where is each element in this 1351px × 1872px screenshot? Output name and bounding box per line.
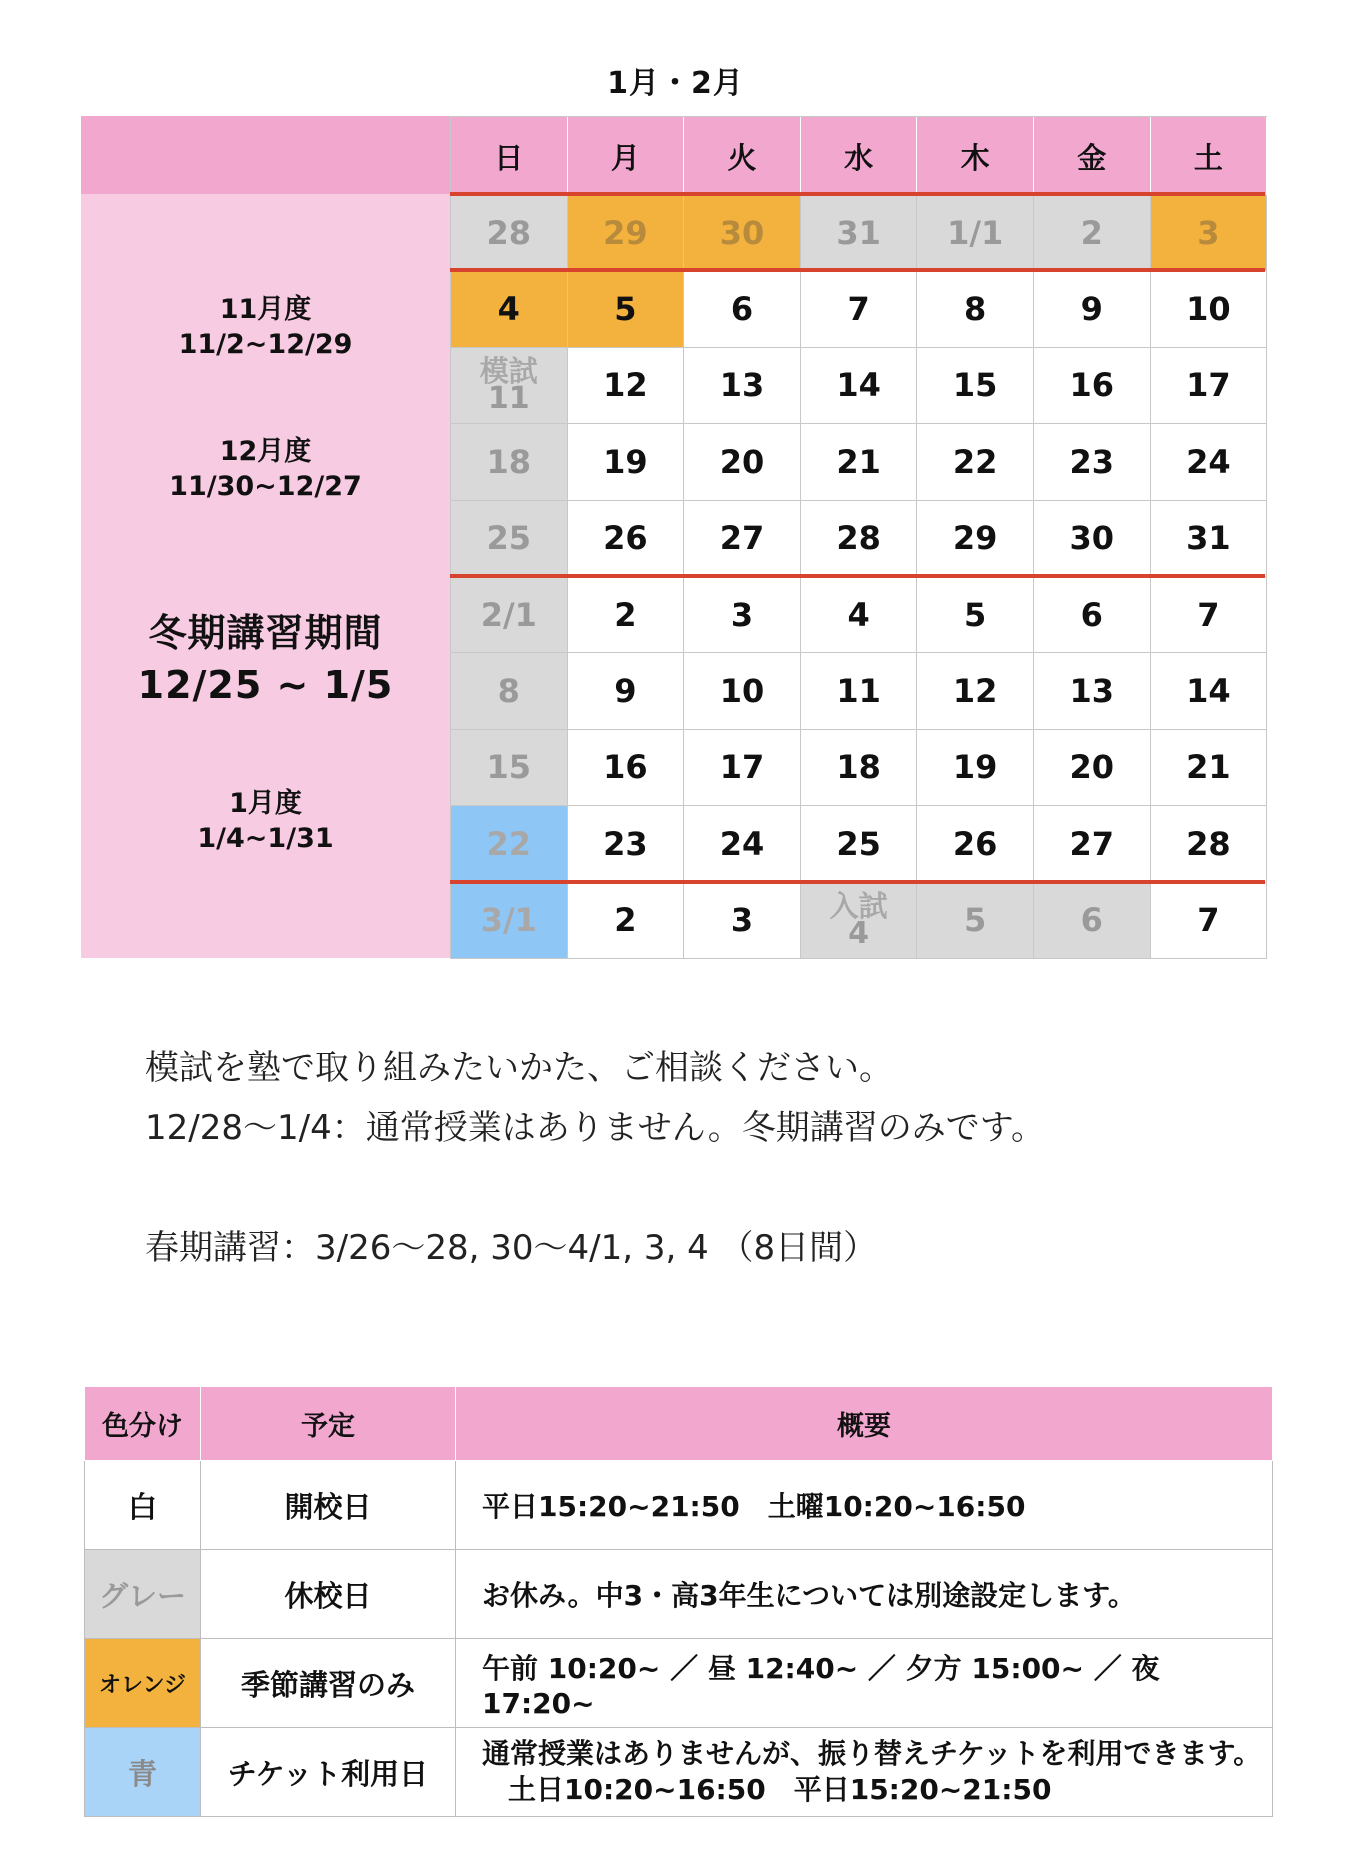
- day-number: 11: [836, 672, 881, 711]
- calendar-day: [568, 730, 685, 806]
- december-label: 12月度: [219, 436, 312, 467]
- day-number: 28: [1186, 824, 1231, 863]
- calendar-day: [684, 653, 801, 729]
- calendar-day: [684, 195, 801, 271]
- calendar-day: [1034, 195, 1151, 271]
- day-number: 29: [603, 213, 648, 252]
- calendar-day: [684, 577, 801, 653]
- calendar-day: [568, 195, 685, 271]
- day-number: 13: [719, 366, 765, 405]
- day-number: 19: [952, 748, 998, 787]
- calendar-day: [917, 501, 1034, 577]
- day-number: 7: [1197, 901, 1220, 940]
- month-divider-line: [450, 192, 1265, 196]
- day-number: 30: [1069, 519, 1115, 558]
- month-divider-line: [450, 268, 1265, 272]
- day-number: 31: [836, 213, 881, 252]
- calendar-day: [451, 348, 568, 424]
- calendar-day: [451, 653, 568, 729]
- december-period: [81, 434, 450, 504]
- calendar-day: [801, 653, 918, 729]
- calendar-day: [568, 577, 685, 653]
- calendar-day: [801, 501, 918, 577]
- weekday-header: 木: [917, 117, 1034, 195]
- day-number: 24: [719, 824, 765, 863]
- day-number: 1/1: [947, 213, 1004, 252]
- calendar-day: [801, 195, 918, 271]
- calendar-day: [1151, 730, 1268, 806]
- calendar-side-panel: [81, 194, 450, 958]
- calendar-day: [568, 271, 685, 347]
- calendar-day: [917, 577, 1034, 653]
- calendar-day: [568, 806, 685, 882]
- weekday-header: 日: [451, 117, 568, 195]
- calendar-day: [917, 883, 1034, 959]
- day-number: 23: [1069, 442, 1115, 481]
- calendar-day: [801, 348, 918, 424]
- day-number: 6: [730, 290, 754, 329]
- winter-course-label: 冬期講習期間: [148, 611, 383, 655]
- calendar-day: [917, 653, 1034, 729]
- day-number: 18: [836, 748, 881, 787]
- calendar-day: [1034, 730, 1151, 806]
- legend-plan: 休校日: [201, 1550, 456, 1639]
- calendar-day: [1034, 348, 1151, 424]
- calendar-day: [917, 195, 1034, 271]
- day-number: 14: [1186, 672, 1231, 711]
- day-number: 25: [486, 519, 532, 558]
- day-number: 25: [836, 824, 881, 863]
- calendar-day: [917, 271, 1034, 347]
- calendar-day: [684, 730, 801, 806]
- day-number: 24: [1186, 442, 1231, 481]
- calendar-day: [451, 730, 568, 806]
- legend-row-orange: [85, 1639, 1273, 1728]
- legend-swatch-gray: グレー: [85, 1550, 201, 1639]
- calendar-day: [1151, 501, 1268, 577]
- day-number: 12: [603, 366, 648, 405]
- day-number: 11: [487, 380, 530, 416]
- day-number: 10: [719, 672, 765, 711]
- calendar-day: [1151, 806, 1268, 882]
- calendar-day: [684, 883, 801, 959]
- calendar-day: [801, 577, 918, 653]
- page-title: 1月・2月: [607, 66, 744, 101]
- january-period: [81, 786, 450, 856]
- calendar-day: [684, 424, 801, 500]
- calendar-day: [568, 883, 685, 959]
- day-number: 21: [1186, 748, 1231, 787]
- calendar-day: [917, 424, 1034, 500]
- day-number: 22: [486, 824, 532, 863]
- month-divider-line: [450, 880, 1265, 884]
- day-number: 4: [497, 290, 520, 329]
- november-label: 11月度: [219, 294, 312, 325]
- day-number: 17: [719, 748, 765, 787]
- legend-row-blue: [85, 1728, 1273, 1817]
- legend-table: [84, 1386, 1273, 1817]
- calendar-day: [917, 730, 1034, 806]
- legend-summary-line2: 土日10:20~16:50 平日15:20~21:50: [508, 1773, 1052, 1806]
- november-range: 11/2~12/29: [178, 329, 353, 360]
- calendar-day: [1034, 806, 1151, 882]
- calendar-day: [684, 806, 801, 882]
- day-number: 12: [952, 672, 998, 711]
- calendar-day: [451, 883, 568, 959]
- day-annotation: 入試: [829, 888, 888, 923]
- calendar-day: [801, 806, 918, 882]
- weekday-header: 水: [801, 117, 918, 195]
- winter-course-period: [81, 607, 450, 711]
- calendar-day: [451, 577, 568, 653]
- calendar-day: [684, 271, 801, 347]
- calendar-day: [1151, 271, 1268, 347]
- calendar-grid: [450, 116, 1267, 959]
- november-period: [81, 292, 450, 362]
- day-number: 5: [614, 290, 637, 329]
- calendar-day: [917, 348, 1034, 424]
- day-number: 2/1: [480, 595, 537, 634]
- day-number: 28: [836, 519, 881, 558]
- legend-summary: 平日15:20~21:50 土曜10:20~16:50: [456, 1461, 1273, 1550]
- weekday-header: 金: [1034, 117, 1151, 195]
- legend-row-white: [85, 1461, 1273, 1550]
- legend-header-summary: 概要: [456, 1387, 1273, 1461]
- legend-header-color: 色分け: [85, 1387, 201, 1461]
- day-number: 7: [847, 290, 870, 329]
- january-range: 1/4~1/31: [197, 823, 334, 854]
- day-number: 4: [848, 915, 870, 951]
- day-number: 26: [603, 519, 648, 558]
- day-number: 10: [1186, 290, 1231, 329]
- day-number: 26: [952, 824, 998, 863]
- month-divider-line: [450, 574, 1265, 578]
- day-number: 16: [1069, 366, 1115, 405]
- weekday-header: 月: [568, 117, 685, 195]
- day-number: 6: [1080, 901, 1103, 940]
- calendar-day: [1151, 195, 1268, 271]
- day-number: 13: [1069, 672, 1115, 711]
- day-number: 21: [836, 442, 881, 481]
- day-number: 20: [1069, 748, 1115, 787]
- day-number: 27: [719, 519, 765, 558]
- calendar-day: [1151, 348, 1268, 424]
- day-number: 27: [1069, 824, 1115, 863]
- calendar-day: [1034, 271, 1151, 347]
- day-number: 4: [847, 595, 870, 634]
- legend-swatch-white: 白: [85, 1461, 201, 1550]
- calendar-day: [801, 271, 918, 347]
- day-number: 14: [836, 366, 881, 405]
- day-number: 22: [952, 442, 998, 481]
- legend-row-gray: [85, 1550, 1273, 1639]
- legend-summary-line1: 通常授業はありませんが、振り替えチケットを利用できます。: [482, 1737, 1262, 1770]
- day-number: 15: [952, 366, 998, 405]
- calendar-day: [801, 730, 918, 806]
- calendar-day: [684, 348, 801, 424]
- day-number: 19: [603, 442, 648, 481]
- day-number: 8: [964, 290, 987, 329]
- day-number: 15: [486, 748, 532, 787]
- day-number: 9: [1080, 290, 1103, 329]
- calendar-day: [1034, 883, 1151, 959]
- calendar-header-corner: [81, 116, 450, 194]
- calendar-day: [1034, 577, 1151, 653]
- day-number: 29: [952, 519, 998, 558]
- day-number: 7: [1197, 595, 1220, 634]
- day-number: 6: [1080, 595, 1103, 634]
- day-number: 23: [603, 824, 648, 863]
- note-mock-exam: 模試を塾で取り組みたいかた、ご相談ください。: [145, 1048, 893, 1088]
- calendar-day: [568, 501, 685, 577]
- day-number: 30: [719, 213, 765, 252]
- day-number: 3/1: [480, 901, 537, 940]
- legend-swatch-orange: オレンジ: [85, 1639, 201, 1728]
- legend-swatch-blue: 青: [85, 1728, 201, 1817]
- legend-summary: お休み。中3・高3年生については別途設定します。: [456, 1550, 1273, 1639]
- legend-summary: 午前 10:20~ ／ 昼 12:40~ ／ 夕方 15:00~ ／ 夜 17:20~: [456, 1639, 1273, 1728]
- note-winter-schedule: 12/28～1/4：通常授業はありません。冬期講習のみです。: [145, 1108, 1046, 1148]
- legend-plan: チケット利用日: [201, 1728, 456, 1817]
- calendar-day: [801, 424, 918, 500]
- calendar-day: [684, 501, 801, 577]
- calendar-day: [1034, 501, 1151, 577]
- calendar-day: [451, 271, 568, 347]
- day-number: 8: [497, 672, 520, 711]
- legend-header-row: [85, 1387, 1273, 1461]
- calendar-day: [451, 501, 568, 577]
- day-number: 20: [719, 442, 765, 481]
- calendar-day: [1151, 577, 1268, 653]
- note-spring-course: 春期講習：3/26～28, 30～4/1, 3, 4 （8日間）: [145, 1228, 878, 1268]
- calendar-day: [451, 424, 568, 500]
- day-number: 2: [614, 595, 637, 634]
- weekday-header: 火: [684, 117, 801, 195]
- calendar-day: [1151, 424, 1268, 500]
- day-number: 3: [730, 901, 754, 940]
- legend-header-plan: 予定: [201, 1387, 456, 1461]
- calendar-day: [1034, 424, 1151, 500]
- day-number: 2: [614, 901, 637, 940]
- day-number: 18: [486, 442, 532, 481]
- day-number: 3: [730, 595, 754, 634]
- calendar-day: [568, 424, 685, 500]
- day-number: 5: [964, 901, 987, 940]
- calendar-day: [568, 653, 685, 729]
- legend-summary: [456, 1728, 1273, 1817]
- day-number: 16: [603, 748, 648, 787]
- day-annotation: 模試: [479, 353, 538, 388]
- day-number: 17: [1186, 366, 1231, 405]
- legend-plan: 季節講習のみ: [201, 1639, 456, 1728]
- day-number: 28: [486, 213, 532, 252]
- calendar-day: [917, 806, 1034, 882]
- calendar-day: [1034, 653, 1151, 729]
- winter-course-range: 12/25 ~ 1/5: [137, 663, 394, 707]
- calendar-day: [801, 883, 918, 959]
- day-number: 5: [964, 595, 987, 634]
- calendar-day: [1151, 883, 1268, 959]
- january-label: 1月度: [229, 788, 302, 819]
- weekday-header: 土: [1151, 117, 1268, 195]
- day-number: 31: [1186, 519, 1231, 558]
- legend-plan: 開校日: [201, 1461, 456, 1550]
- day-number: 3: [1197, 213, 1220, 252]
- day-number: 2: [1080, 213, 1103, 252]
- december-range: 11/30~12/27: [169, 471, 362, 502]
- day-number: 9: [614, 672, 637, 711]
- calendar-day: [1151, 653, 1268, 729]
- calendar-day: [451, 195, 568, 271]
- calendar-day: [451, 806, 568, 882]
- calendar-day: [568, 348, 685, 424]
